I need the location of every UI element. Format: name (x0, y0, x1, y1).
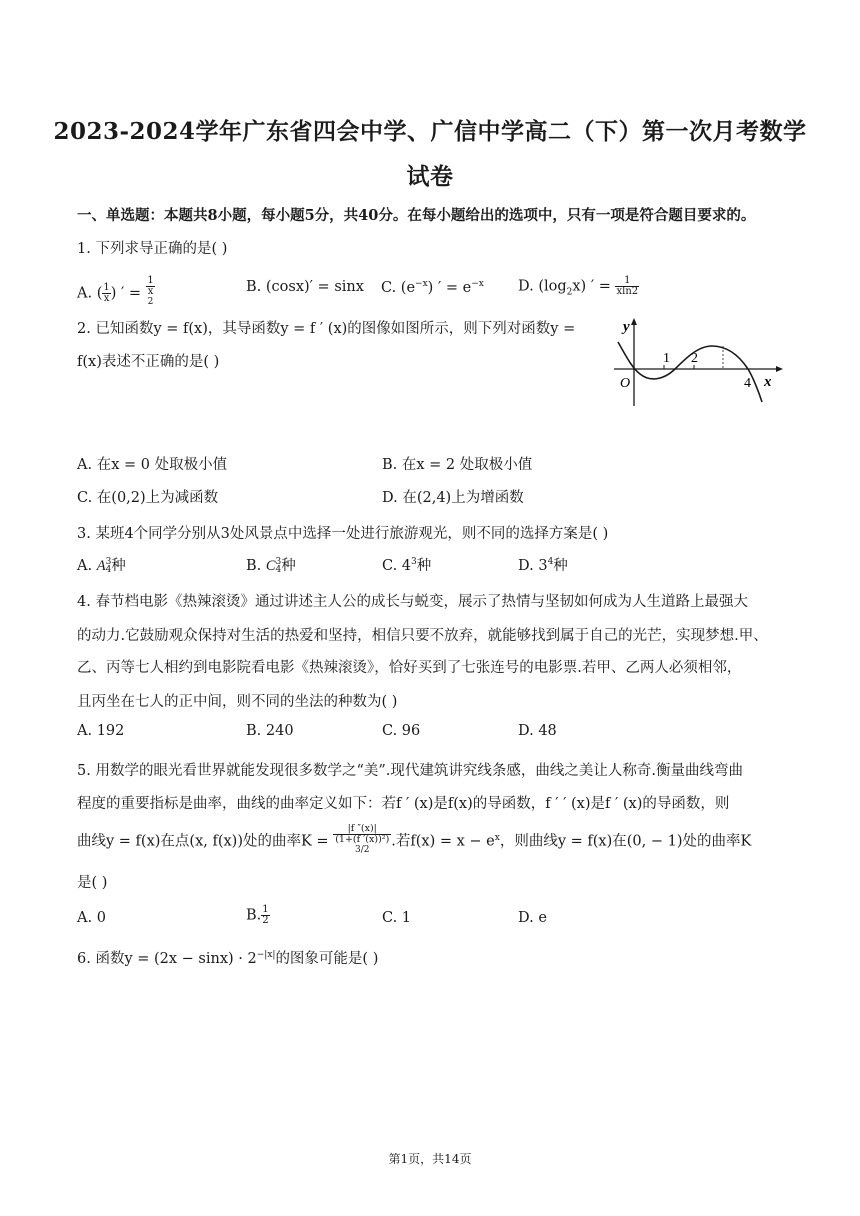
q5-option-c: C. 1 (382, 910, 412, 926)
q5-option-b: B. $\frac{1}{2}$ (246, 904, 269, 926)
q6-stem: 6. 函数$y = (2x - \sin x) \cdot 2^{-|x|}$的图象可能是( ) (77, 950, 379, 967)
q3-option-d: D. $3^4$种 (518, 557, 568, 574)
derivative-graph (608, 316, 788, 408)
q4-option-c: C. 96 (382, 723, 421, 739)
q2-option-d: D. 在(2,4)上为增函数 (382, 490, 524, 506)
q5-line-3: 曲线y = f(x)在点(x, f(x))处的曲率K = |f ″(x)| (1+(f ′(x))²) $^{3/2}$ .若$f(x) = x - e^x$，则曲线y = f(x)在(0, − 1)处的曲率K (77, 823, 752, 855)
q2-stem-line-1: 2. 已知函数y = f(x)，其导函数y = f ′ (x)的图像如图所示，则下列对函数y = (77, 321, 576, 337)
q4-line-2: 的动力.它鼓励观众保持对生活的热爱和坚持，相信只要不放弃，就能够找到属于自己的光芒，实现梦想.甲、 (77, 628, 768, 644)
graph-tick-1: 1 (663, 351, 670, 366)
q1-option-d: D. $(\log_2x)$ ′ = $\frac{1}{xln2}$ (518, 275, 639, 298)
q3-option-c: C. $4^3$种 (382, 557, 432, 574)
q4-option-a: A. 192 (77, 723, 125, 739)
q4-option-d: D. 48 (518, 723, 557, 739)
section-header: 一、单选题：本题共8小题，每小题5分，共40分。在每小题给出的选项中，只有一项是符合题目要求的。 (77, 207, 756, 224)
graph-origin-label: O (620, 376, 631, 391)
q3-option-a: A. A 3 4 种 (77, 557, 126, 575)
q2-stem-line-2: f(x)表述不正确的是( ) (77, 354, 220, 370)
graph-x-arrow (776, 366, 783, 372)
page-footer: 第1页，共14页 (388, 1152, 472, 1166)
q4-line-1: 4. 春节档电影《热辣滚烫》通过讲述主人公的成长与蜕变，展示了热情与坚韧如何成为人生道路上最强大 (77, 594, 748, 610)
q2-option-a: A. 在x = 0 处取极小值 (77, 457, 228, 473)
q5-option-d: D. e (518, 910, 547, 926)
q3-option-b: B. C 3 4 种 (246, 557, 296, 575)
q5-line-4: 是( ) (77, 875, 108, 891)
q1-option-b: B. (cosx)′ = sinx (246, 279, 364, 295)
q4-option-b: B. 240 (246, 723, 294, 739)
title-line-2: 试卷 (406, 163, 454, 190)
graph-tick-4: 4 (744, 376, 751, 391)
q5-line-1: 5. 用数学的眼光看世界就能发现很多数学之“美”.现代建筑讲究线条感，曲线之美让人称奇.衡量曲线弯曲 (77, 763, 743, 779)
q3-stem: 3. 某班4个同学分别从3处风景点中选择一处进行旅游观光，则不同的选择方案是( ) (77, 526, 609, 542)
graph-y-label: y (623, 319, 630, 335)
graph-x-label: x (764, 374, 772, 390)
q1-stem: 1. 下列求导正确的是( ) (77, 241, 228, 257)
q2-option-b: B. 在x = 2 处取极小值 (382, 457, 533, 473)
title-line-1: 2023-2024学年广东省四会中学、广信中学高二（下）第一次月考数学 (53, 118, 807, 145)
q5-option-a: A. 0 (77, 910, 106, 926)
q5-line-2: 程度的重要指标是曲率，曲线的曲率定义如下：若f ′ (x)是f(x)的导函数，f ′ ′ (x)是f ′ (x)的导函数，则 (77, 796, 730, 812)
q4-line-3: 乙、丙等七人相约到电影院看电影《热辣滚烫》，恰好买到了七张连号的电影票.若甲、乙两人必须相邻， (77, 660, 742, 676)
graph-y-arrow (631, 318, 637, 325)
graph-tick-2: 2 (691, 351, 698, 366)
q1-option-c: C. $(e^{-x})$ ′ = $e^{-x}$ (381, 279, 484, 296)
q2-option-c: C. 在(0,2)上为减函数 (77, 490, 219, 506)
q1-option-a: A. ( $\frac{1}{x}$ ) ′ = 1 x $^2$ (77, 275, 154, 307)
derivative-curve (618, 342, 762, 402)
q4-line-4: 且丙坐在七人的正中间，则不同的坐法的种数为( ) (77, 694, 398, 710)
